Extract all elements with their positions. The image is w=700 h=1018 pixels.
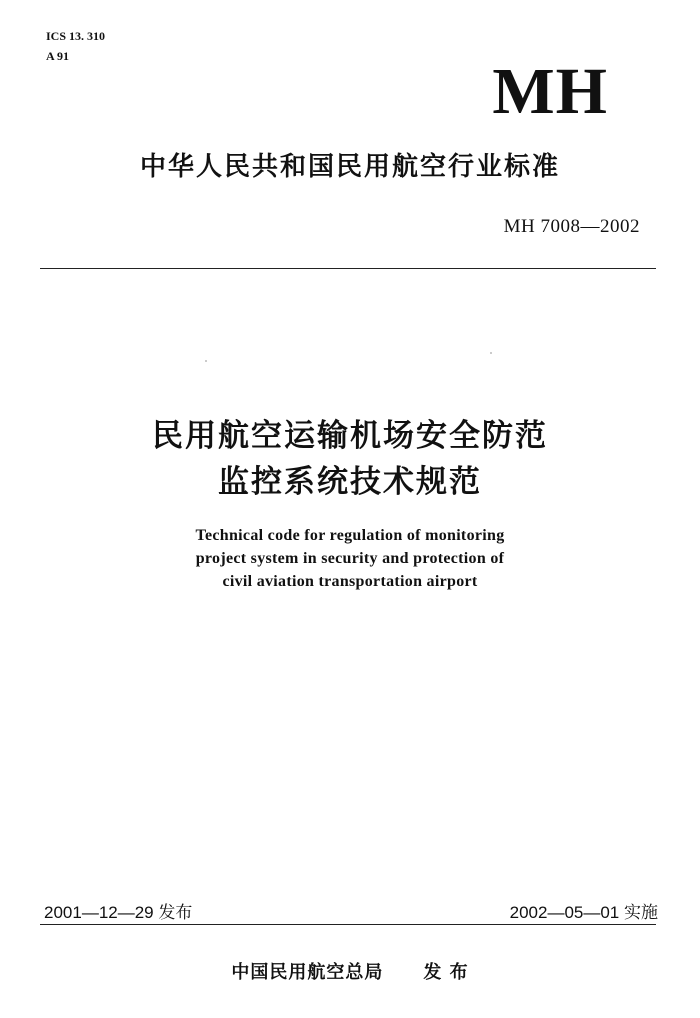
speck	[490, 352, 492, 354]
classification-codes	[46, 26, 105, 66]
title-en-line3: civil aviation transportation airport	[222, 573, 478, 590]
title-zh-line2: 监控系统技术规范	[218, 464, 482, 500]
organization-title: 中华人民共和国民用航空行业标准	[139, 152, 560, 182]
title-en-line1: Technical code for regulation of monitoring	[195, 527, 505, 544]
implement-date: 2002—05—01 实施	[509, 903, 658, 922]
mh-logo: MH	[492, 55, 608, 128]
issue-date: 2001—12—29 发布	[44, 903, 193, 922]
ccs-code: A 91	[46, 49, 70, 63]
issuer-line	[0, 958, 700, 984]
issuer-action: 发 布	[423, 962, 469, 983]
standard-number: MH 7008—2002	[503, 216, 640, 237]
ics-code: ICS 13. 310	[46, 29, 106, 43]
header-divider	[40, 268, 656, 269]
title-zh-line1: 民用航空运输机场安全防范	[152, 418, 548, 454]
issuer-name: 中国民用航空总局	[231, 962, 384, 983]
speck	[205, 360, 207, 362]
title-en	[0, 524, 700, 593]
title-en-line2: project system in security and protection of	[195, 550, 505, 567]
footer-divider	[40, 924, 656, 925]
